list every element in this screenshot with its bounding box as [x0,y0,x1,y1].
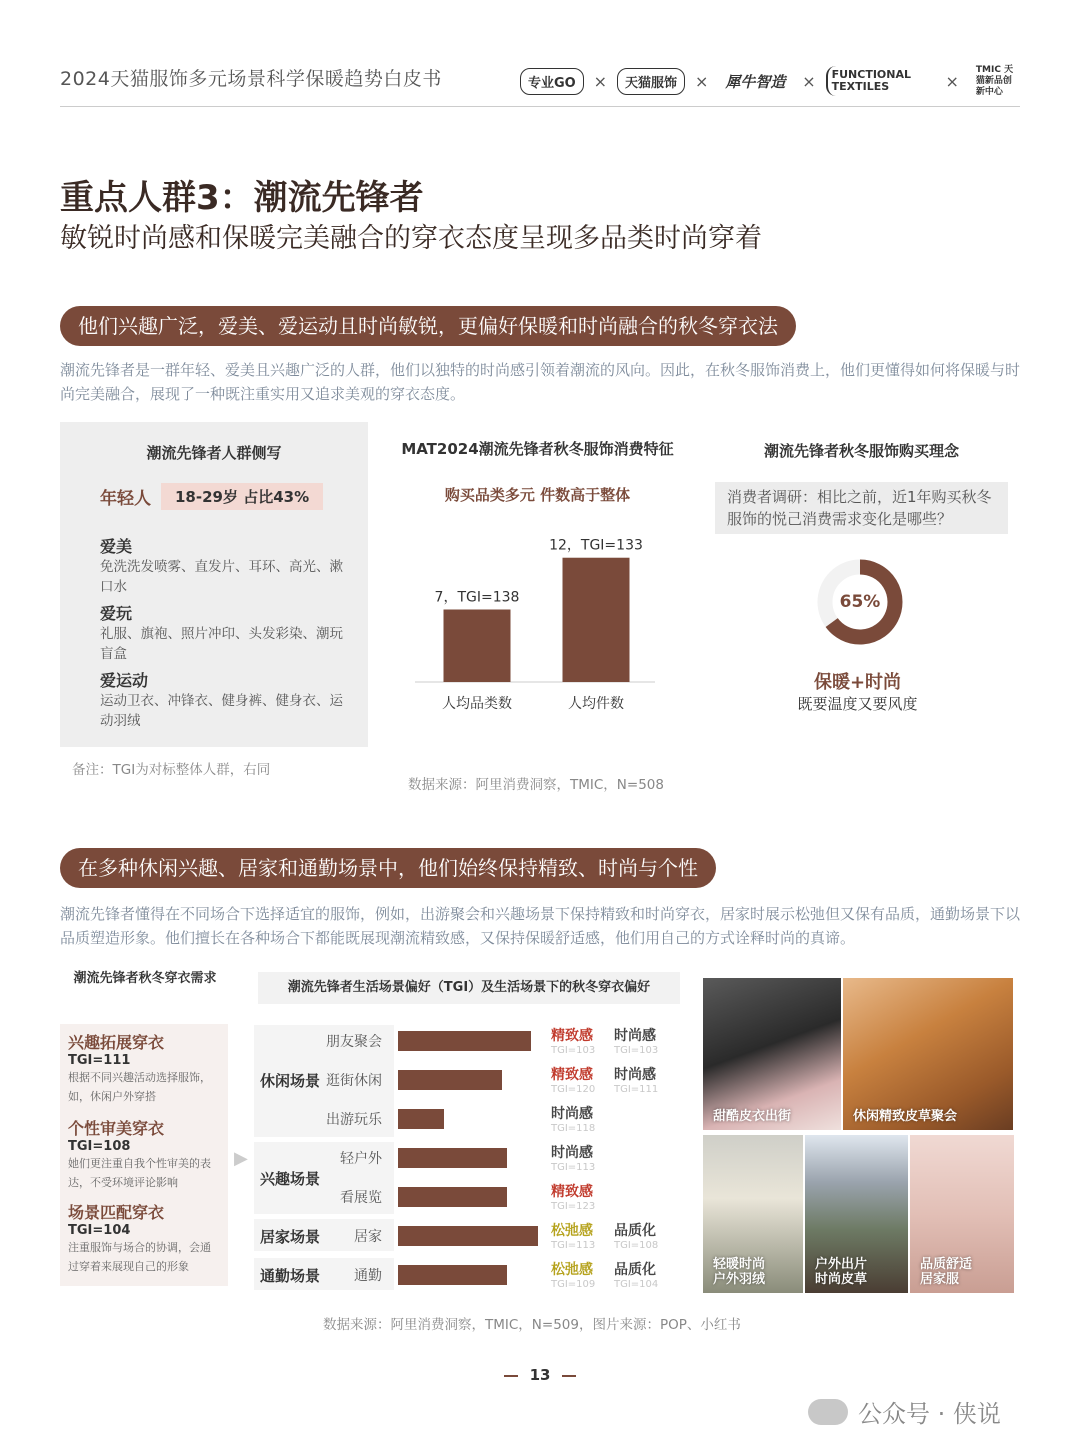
interest-text: 礼服、旗袍、照片冲印、头发彩染、潮玩盲盒 [100,626,343,662]
scene-group-label: 兴趣场景 [260,1170,321,1188]
section1-banner: 他们兴趣广泛，爱美、爱运动且时尚敏锐，更偏好保暖和时尚融合的秋冬穿衣法 [60,306,796,346]
bar-data-label: 7，TGI=138 [434,589,520,606]
pref-label: 时尚感 [614,1067,656,1083]
pref-tgi: TGI=120 [551,1084,596,1095]
header-divider [60,106,1020,107]
bar-data-label: 12，TGI=133 [549,537,643,554]
scene-pref-secondary [614,1025,658,1056]
scene-pref-primary [551,1220,595,1251]
need-name: 个性审美穿衣 [68,1119,165,1138]
photo-caption: 户外出片 时尚皮草 [815,1257,868,1287]
scene-bar [398,1031,531,1051]
photo-leather-jacket [703,978,841,1130]
scene-pref-secondary [614,1064,658,1095]
pref-tgi: TGI=111 [614,1084,659,1095]
interest-heading: 爱美 [100,537,133,556]
separator: × [694,71,709,91]
photo-fur-coat [843,978,1013,1130]
scene-row-label: 逛街休闲 [326,1073,382,1089]
logo-tmall-fashion: 天猫服饰 [617,68,685,95]
scene-row-label: 看展览 [340,1190,382,1206]
bar [444,610,511,682]
pref-tgi: TGI=123 [551,1201,596,1212]
portrait-card [60,422,368,747]
scene-row-label: 朋友聚会 [326,1034,382,1050]
need-desc: 她们更注重自我个性审美的表达，不受环境评论影响 [68,1157,211,1189]
need-item [60,1112,228,1196]
scene-pref-secondary [614,1220,658,1251]
scene-bar [398,1265,507,1285]
page-dash [562,1375,576,1377]
page-dash [504,1375,518,1377]
need-name: 兴趣拓展穿衣 [68,1033,165,1052]
logo-zhuanye: 专业GO [520,68,584,95]
section2-intro: 潮流先锋者懂得在不同场合下选择适宜的服饰，例如，出游聚会和兴趣场景下保持精致和时尚穿衣，居家时展示松弛但又保有品质，通勤场景下以品质塑造形象。他们擅长在各种场合下都能既展现潮流精致感，又保持保暖舒适感，他们用自己的方式诠释时尚的真谛。 [60,905,1021,947]
interest-text: 免洗洗发喷雾、直发片、耳环、高光、漱口水 [100,559,343,595]
pref-tgi: TGI=104 [614,1279,659,1290]
need-desc: 注重服饰与场合的协调，会通过穿着来展现自己的形象 [68,1241,211,1273]
scene-pref-primary [551,1064,595,1095]
interest-list [100,534,350,731]
scene-pref-primary [551,1025,595,1056]
scene-row-label: 通勤 [354,1268,382,1284]
pref-label: 时尚感 [614,1028,656,1044]
consumption-bar-chart [385,520,690,720]
needs-title: 潮流先锋者秋冬穿衣需求 [73,971,217,986]
portrait-title: 潮流先锋者人群侧写 [146,444,282,462]
concept-answer-sub: 既要温度又要风度 [797,695,918,713]
separator: × [593,71,608,91]
scene-pref-secondary [614,1259,658,1290]
pref-label: 精致感 [551,1028,593,1044]
arrow-right-icon: ▶ [234,1148,248,1169]
category-label: 人均件数 [568,696,624,712]
photo-caption: 轻暖时尚 户外羽绒 [713,1257,766,1287]
scene-pref-primary [551,1142,595,1173]
age-label: 年轻人 [100,489,151,509]
interest-text: 运动卫衣、冲锋衣、健身裤、健身衣、运动羽绒 [100,693,343,729]
scenes-source: 数据来源：阿里消费洞察，TMIC，N=509，图片来源：POP、小红书 [323,1317,741,1333]
consumption-title: MAT2024潮流先锋者秋冬服饰消费特征 [401,440,674,458]
header-title: 2024天猫服饰多元场景科学保暖趋势白皮书 [60,68,442,90]
scene-row-label: 轻户外 [340,1151,382,1167]
page-number [498,1366,582,1384]
need-desc: 根据不同兴趣活动选择服饰，如，休闲户外穿搭 [68,1071,211,1103]
section2-banner: 在多种休闲兴趣、居家和通勤场景中，他们始终保持精致、时尚与个性 [60,848,716,888]
scene-pref-primary [551,1259,595,1290]
pref-label: 时尚感 [551,1145,593,1161]
pref-label: 松弛感 [551,1223,593,1239]
photo-homewear [910,1135,1014,1293]
photo-outdoor-fur [805,1135,908,1293]
concept-answer: 保暖+时尚 [813,672,902,693]
logo-xiniu: 犀牛智造 [725,72,786,91]
page-number-text: 13 [529,1366,551,1384]
partner-logos [520,64,1025,98]
needs-card [60,1024,228,1286]
pref-label: 精致感 [551,1067,593,1083]
need-name: 场景匹配穿衣 [68,1203,165,1222]
scene-bar [398,1148,507,1168]
scene-group-label: 休闲场景 [260,1072,321,1090]
scene-group-label: 居家场景 [260,1228,321,1246]
scenes-title: 潮流先锋者生活场景偏好（TGI）及生活场景下的秋冬穿衣偏好 [258,972,680,1004]
separator: × [945,71,959,91]
wechat-icon [808,1399,848,1425]
page-subtitle: 敏锐时尚感和保暖完美融合的穿衣态度呈现多品类时尚穿着 [60,223,762,254]
pref-tgi: TGI=118 [551,1123,596,1134]
need-item [60,1024,228,1112]
pref-tgi: TGI=103 [551,1045,596,1056]
logo-functional-textiles: FUNCTIONAL TEXTILES [826,66,936,96]
age-badge: 18-29岁 占比43% [161,483,323,510]
pref-tgi: TGI=108 [614,1240,659,1251]
photo-caption: 休闲精致皮草聚会 [853,1109,958,1124]
donut-65-percent [810,552,910,652]
separator: × [802,71,816,91]
pref-label: 精致感 [551,1184,593,1200]
interest-heading: 爱玩 [100,604,133,623]
section1-intro: 潮流先锋者是一群年轻、爱美且兴趣广泛的人群，他们以独特的时尚感引领着潮流的风向。因此，在秋冬服饰消费上，他们更懂得如何将保暖与时尚完美融合，展现了一种既注重实用又追求美观的穿衣态度。 [60,361,1021,403]
scene-row-label: 居家 [354,1229,382,1245]
scene-bar [398,1187,507,1207]
pref-label: 时尚感 [551,1106,593,1122]
donut-label: 65% [839,592,881,612]
scene-pref-primary [551,1181,595,1212]
pref-tgi: TGI=103 [614,1045,659,1056]
scene-bar [398,1226,538,1246]
photo-caption: 品质舒适 居家服 [920,1257,973,1287]
scene-bar [398,1070,502,1090]
need-tgi: TGI=111 [68,1053,131,1068]
pref-tgi: TGI=109 [551,1279,596,1290]
scene-row-label: 出游玩乐 [326,1112,382,1128]
concept-title: 潮流先锋者秋冬服饰购买理念 [763,442,959,460]
source-note: 数据来源：阿里消费洞察，TMIC，N=508 [408,777,664,793]
page-title: 重点人群3：潮流先锋者 [60,178,424,218]
pref-label: 松弛感 [551,1262,593,1278]
consumption-subtitle: 购买品类多元 件数高于整体 [444,486,631,504]
survey-question: 消费者调研：相比之前，近1年购买秋冬服饰的悦己消费需求变化是哪些？ [715,482,1008,534]
photo-caption: 甜酷皮衣出街 [713,1109,792,1124]
need-tgi: TGI=104 [68,1223,131,1238]
scene-bar [398,1109,444,1129]
need-item [60,1196,228,1280]
pref-tgi: TGI=113 [551,1162,596,1173]
bar [563,558,630,682]
pref-tgi: TGI=113 [551,1240,596,1251]
pref-label: 品质化 [614,1262,656,1278]
tgi-note: 备注：TGI为对标整体人群，右同 [72,762,271,778]
need-tgi: TGI=108 [68,1139,131,1154]
scene-pref-primary [551,1103,595,1134]
scene-group-label: 通勤场景 [260,1267,321,1285]
pref-label: 品质化 [614,1223,656,1239]
watermark-text: 公众号 · 侠说 [858,1400,1001,1428]
category-label: 人均品类数 [442,696,512,712]
photo-down-jacket [703,1135,803,1293]
logo-tmic: TMIC 天猫新品创新中心 [975,64,1014,97]
watermark [808,1394,1001,1429]
interest-heading: 爱运动 [100,671,149,690]
